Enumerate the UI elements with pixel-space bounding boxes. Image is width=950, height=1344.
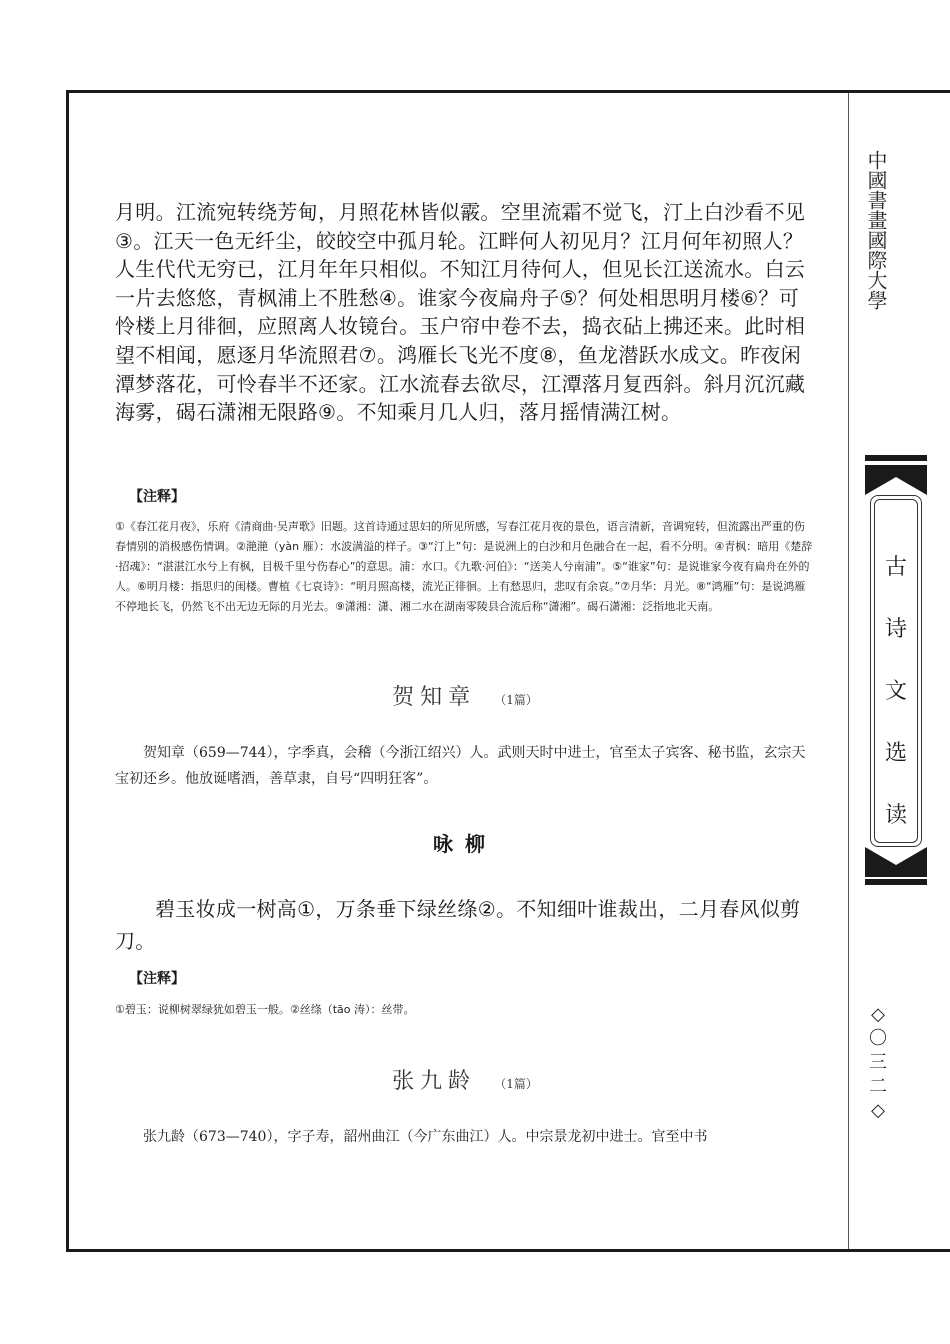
page-number-char: 二 [869, 1076, 887, 1097]
poem-text: 月明。江流宛转绕芳甸，月照花林皆似霰。空里流霜不觉飞，汀上白沙看不见③。江天一色无纤尘，皎皎空中孤月轮。江畔何人初见月？江月何年初照人？人生代代无穷已，江月年年只相似。不知江月待何人，但见长江送流水。白云一片去悠悠，青枫浦上不胜愁④。谁家今夜扁舟子⑤？何处相思明月楼⑥？可怜楼上月徘徊，应照离人妆镜台。玉户帘中卷不去，捣衣砧上拂还来。此时相望不相闻，愿逐月华流照君⑦。鸿雁长飞光不度⑧，鱼龙潜跃水成文。昨夜闲潭梦落花，可怜春半不还家。江水流春去欲尽，江潭落月复西斜。斜月沉沉藏海雾，碣石潇湘无限路⑨。不知乘月几人归，落月摇情满江树。 [115, 200, 806, 425]
side-column-rule [848, 93, 849, 1249]
author-name: 张九龄 [392, 1069, 477, 1094]
author-piece-count: （1篇） [494, 1077, 538, 1091]
author-bio-text: 张九龄（673—740），字子寿，韶州曲江（今广东曲江）人。中宗景龙初中进士。官至中书 [143, 1129, 708, 1145]
author-bio [115, 740, 815, 792]
author-name: 贺知章 [392, 685, 477, 710]
frame-bottom-rule [66, 1249, 950, 1252]
author-bio-text: 贺知章（659—744），字季真，会稽（今浙江绍兴）人。武则天时中进士，官至太子宾客、秘书监，玄宗天宝初还乡。他放诞嗜酒，善草隶，自号“四明狂客”。 [115, 745, 806, 787]
book-title-char: 古 [884, 555, 907, 580]
author-piece-count: （1篇） [494, 693, 538, 707]
tab-top-bar [865, 455, 927, 461]
page-number-char: 〇 [869, 1028, 887, 1049]
author-heading [115, 680, 815, 711]
frame-top-rule [66, 90, 950, 93]
notes-block [115, 1000, 815, 1020]
author-bio [115, 1124, 815, 1150]
notes-text: ①碧玉：说柳树翠绿犹如碧玉一般。②丝绦（tāo 涛）：丝带。 [115, 1003, 415, 1016]
page-number-char: ◇ [871, 1100, 885, 1121]
poem-title: 咏柳 [433, 832, 497, 856]
poem-body-text: 碧玉妆成一树高①，万条垂下绿丝绦②。不知细叶谁裁出，二月春风似剪刀。 [115, 897, 801, 953]
book-title-char: 诗 [884, 617, 907, 642]
tab-bottom-bar [865, 879, 927, 885]
book-title-char: 读 [884, 803, 907, 828]
tab-top-ornament [865, 465, 927, 495]
poem-continued [115, 198, 815, 427]
poem-body [115, 893, 815, 957]
notes-label: 【注释】 [129, 489, 185, 505]
tab-bottom-ornament [865, 847, 927, 877]
school-name-vertical: 中國書畫國際大學 [864, 150, 888, 310]
page-number-char: 三 [869, 1052, 887, 1073]
notes-label: 【注释】 [129, 971, 185, 987]
book-title-tab [865, 455, 927, 885]
page-number [863, 1003, 893, 1123]
frame-left-rule [66, 90, 69, 1252]
notes-block [115, 517, 815, 617]
book-title-char: 选 [884, 741, 907, 766]
book-title-char: 文 [884, 679, 907, 704]
page-number-char: ◇ [871, 1004, 885, 1025]
author-heading [115, 1064, 815, 1095]
notes-text: ①《春江花月夜》，乐府《清商曲·吴声歌》旧题。这首诗通过思妇的所见所感，写春江花月夜的景色，语言清新，音调宛转，但流露出严重的伤春情别的消极感伤情调。②滟滟（yàn 雁）：水波满溢的样子。③“汀上”句：是说洲上的白沙和月色融合在一起，看不分明。④青枫：暗用《楚辞·招魂》：“湛湛江水兮上有枫，目极千里兮伤春心”的意思。浦：水口。《九歌·河伯》：“送美人兮南浦”。⑤“谁家”句：是说谁家今夜有扁舟在外的人。⑥明月楼：指思归的闺楼。曹植《七哀诗》：“明月照高楼，流光正徘徊。上有愁思归，悲叹有余哀。”⑦月华：月光。⑧“鸿雁”句：是说鸿雁不停地长飞，仍然飞不出无边无际的月光去。⑨潇湘：潇、湘二水在湖南零陵县合流后称“潇湘”。碣石潇湘：泛指地北天南。 [115, 520, 813, 613]
